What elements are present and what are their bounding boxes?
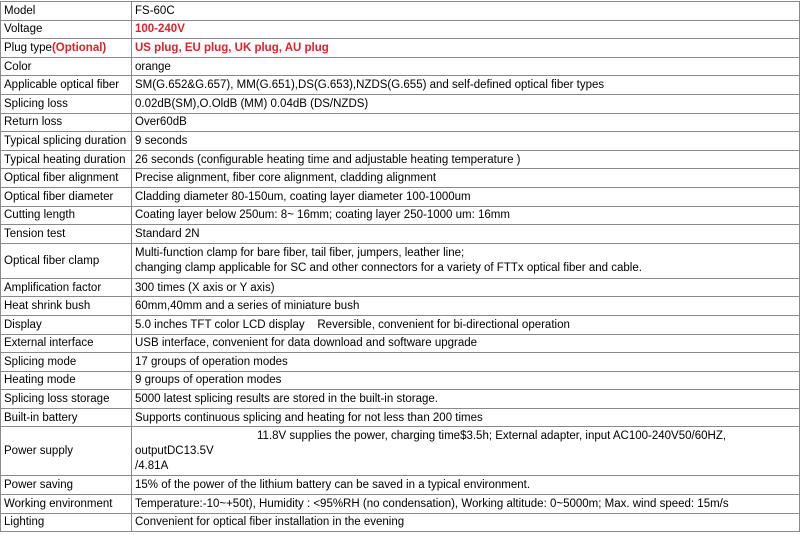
voltage-value: 100-240V bbox=[132, 20, 800, 39]
row-plug bbox=[1, 39, 800, 58]
plug-label: Plug type bbox=[4, 41, 52, 54]
row-amplification bbox=[1, 278, 800, 297]
interface-label: External interface bbox=[1, 334, 132, 353]
amplification-label: Amplification factor bbox=[1, 278, 132, 297]
environment-value: Temperature:-10~+50t), Humidity : <95%RH (no condensation), Working altitude: 0~5000m; Max. wind speed: 15m/s bbox=[132, 495, 800, 514]
voltage-label: Voltage bbox=[1, 20, 132, 39]
row-heat-mode bbox=[1, 371, 800, 390]
battery-value: Supports continuous splicing and heating for not less than 200 times bbox=[132, 408, 800, 427]
clamp-label: Optical fiber clamp bbox=[1, 243, 132, 278]
row-return-loss bbox=[1, 113, 800, 132]
row-shrink bbox=[1, 297, 800, 316]
storage-label: Splicing loss storage bbox=[1, 390, 132, 409]
display-value: 5.0 inches TFT color LCD display Reversible, convenient for bi-directional operation bbox=[132, 315, 800, 334]
saving-label: Power saving bbox=[1, 476, 132, 495]
row-interface bbox=[1, 334, 800, 353]
splicing-loss-value: 0.02dB(SM),O.OldB (MM) 0.04dB (DS/NZDS) bbox=[132, 94, 800, 113]
splice-duration-value: 9 seconds bbox=[132, 132, 800, 151]
display-label: Display bbox=[1, 315, 132, 334]
row-voltage bbox=[1, 20, 800, 39]
alignment-label: Optical fiber alignment bbox=[1, 169, 132, 188]
row-storage bbox=[1, 390, 800, 409]
lighting-label: Lighting bbox=[1, 513, 132, 532]
saving-value: 15% of the power of the lithium battery can be saved in a typical environment. bbox=[132, 476, 800, 495]
diameter-value: Cladding diameter 80-150um, coating layer diameter 100-1000um bbox=[132, 187, 800, 206]
shrink-value: 60mm,40mm and a series of miniature bush bbox=[132, 297, 800, 316]
power-label: Power supply bbox=[1, 427, 132, 476]
color-label: Color bbox=[1, 57, 132, 76]
battery-label: Built-in battery bbox=[1, 408, 132, 427]
row-splice-mode bbox=[1, 353, 800, 372]
tension-label: Tension test bbox=[1, 225, 132, 244]
color-value: orange bbox=[132, 57, 800, 76]
clamp-line-2: changing clamp applicable for SC and other connectors for a variety of FTTx optical fiber and cable. bbox=[135, 261, 642, 274]
clamp-line-1: Multi-function clamp for bare fiber, tail fiber, jumpers, leather line; bbox=[135, 246, 465, 259]
row-splicing-loss bbox=[1, 94, 800, 113]
row-environment bbox=[1, 495, 800, 514]
plug-label-cell bbox=[1, 39, 132, 58]
tension-value: Standard 2N bbox=[132, 225, 800, 244]
plug-optional-note: (Optional) bbox=[51, 41, 107, 54]
row-display bbox=[1, 315, 800, 334]
row-alignment bbox=[1, 169, 800, 188]
row-lighting bbox=[1, 513, 800, 532]
row-tension bbox=[1, 225, 800, 244]
diameter-label: Optical fiber diameter bbox=[1, 187, 132, 206]
lighting-value: Convenient for optical fiber installation in the evening bbox=[132, 513, 800, 532]
environment-label: Working environment bbox=[1, 495, 132, 514]
splice-duration-label: Typical splicing duration bbox=[1, 132, 132, 151]
power-line-2: /4.81A bbox=[135, 459, 169, 472]
fiber-label: Applicable optical fiber bbox=[1, 76, 132, 95]
heat-duration-value: 26 seconds (configurable heating time and adjustable heating temperature ) bbox=[132, 150, 800, 169]
alignment-value: Precise alignment, fiber core alignment, cladding alignment bbox=[132, 169, 800, 188]
row-clamp bbox=[1, 243, 800, 278]
splice-mode-value: 17 groups of operation modes bbox=[132, 353, 800, 372]
row-model bbox=[1, 2, 800, 21]
cutting-value: Coating layer below 250um: 8~ 16mm; coating layer 250-1000 um: 16mm bbox=[132, 206, 800, 225]
clamp-value bbox=[132, 243, 800, 278]
return-loss-value: Over60dB bbox=[132, 113, 800, 132]
model-label: Model bbox=[1, 2, 132, 21]
power-value bbox=[132, 427, 800, 476]
heat-duration-label: Typical heating duration bbox=[1, 150, 132, 169]
row-power bbox=[1, 427, 800, 476]
row-color bbox=[1, 57, 800, 76]
row-heat-duration bbox=[1, 150, 800, 169]
row-saving bbox=[1, 476, 800, 495]
row-splice-duration bbox=[1, 132, 800, 151]
heat-mode-label: Heating mode bbox=[1, 371, 132, 390]
row-cutting bbox=[1, 206, 800, 225]
spec-table bbox=[0, 1, 800, 532]
heat-mode-value: 9 groups of operation modes bbox=[132, 371, 800, 390]
return-loss-label: Return loss bbox=[1, 113, 132, 132]
interface-value: USB interface, convenient for data download and software upgrade bbox=[132, 334, 800, 353]
row-fiber bbox=[1, 76, 800, 95]
fiber-value: SM(G.652&G.657), MM(G.651),DS(G.653),NZDS(G.655) and self-defined optical fiber types bbox=[132, 76, 800, 95]
row-diameter bbox=[1, 187, 800, 206]
shrink-label: Heat shrink bush bbox=[1, 297, 132, 316]
amplification-value: 300 times (X axis or Y axis) bbox=[132, 278, 800, 297]
cutting-label: Cutting length bbox=[1, 206, 132, 225]
storage-value: 5000 latest splicing results are stored in the built-in storage. bbox=[132, 390, 800, 409]
plug-value: US plug, EU plug, UK plug, AU plug bbox=[132, 39, 800, 58]
splice-mode-label: Splicing mode bbox=[1, 353, 132, 372]
power-line-1: 11.8V supplies the power, charging time$3.5h; External adapter, input AC100-240V50/60HZ, outputDC13.5V bbox=[135, 429, 727, 457]
model-value: FS-60C bbox=[132, 2, 800, 21]
splicing-loss-label: Splicing loss bbox=[1, 94, 132, 113]
row-battery bbox=[1, 408, 800, 427]
